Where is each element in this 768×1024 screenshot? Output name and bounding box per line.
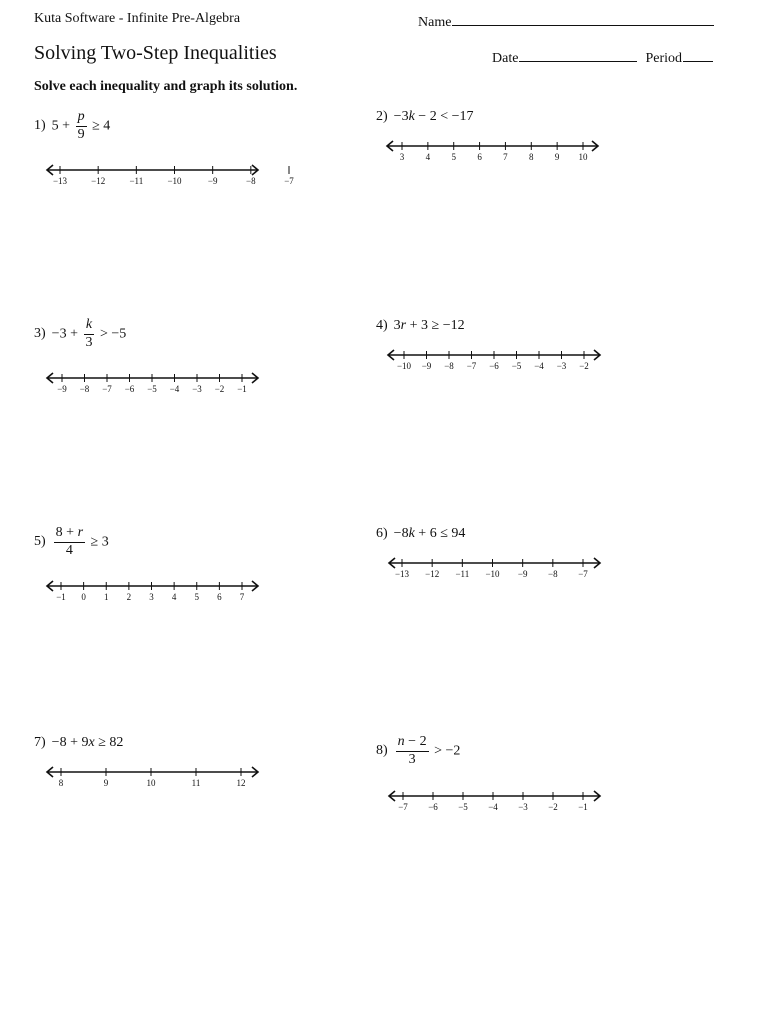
number-line	[388, 555, 601, 579]
tick-label: 4	[171, 592, 177, 602]
tick-label: 6	[217, 592, 222, 602]
tick-label: −5	[511, 361, 522, 371]
fraction: $\frac{k}{3}$	[85, 317, 93, 350]
worksheet-title: Solving Two-Step Inequalities	[34, 42, 277, 64]
inequality: $\frac{8 + r}{4}$ ≥ 3	[55, 525, 109, 558]
tick-label: −10	[485, 569, 500, 579]
problem-1	[34, 110, 110, 142]
tick-label: −5	[458, 802, 468, 812]
tick-label: −2	[214, 384, 225, 394]
number-line	[386, 138, 599, 162]
name-field[interactable]	[418, 11, 714, 31]
tick-label: 0	[81, 592, 86, 602]
tick-label: −1	[237, 384, 247, 394]
inequality: −8 + 9x ≥ 82	[51, 735, 124, 750]
tick-label: −9	[57, 384, 67, 394]
tick-label: 10	[146, 778, 156, 788]
tick-label: −8	[79, 384, 90, 394]
tick-label: −2	[579, 361, 589, 371]
date-label: Date	[492, 51, 519, 66]
problem-number: 3)	[34, 326, 46, 342]
tick-label: −7	[102, 384, 112, 394]
period-blank-line[interactable]	[683, 47, 713, 62]
problem-2	[376, 109, 473, 125]
inequality: $\frac{n - 2}{3}$ > −2	[397, 734, 461, 767]
tick-label: 7	[239, 592, 245, 602]
problem-3	[34, 318, 126, 350]
number-line	[46, 370, 259, 394]
tick-label: 12	[236, 778, 246, 788]
tick-label: 5	[451, 152, 456, 162]
number-line	[388, 788, 601, 812]
inequality: −3 + $\frac{k}{3}$ > −5	[51, 317, 127, 350]
problem-8	[376, 735, 460, 767]
problem-number: 8)	[376, 743, 388, 759]
tick-label: −8	[246, 176, 256, 186]
tick-label: −2	[548, 802, 558, 812]
inequality: 5 + $\frac{p}{9}$ ≥ 4	[51, 109, 111, 142]
tick-label: −7	[578, 569, 588, 579]
tick-label: 3	[149, 592, 154, 602]
name-label: Name	[418, 15, 452, 30]
tick-label: 4	[425, 152, 431, 162]
tick-label: 8	[58, 778, 64, 788]
tick-label: −3	[518, 802, 528, 812]
problem-6	[376, 526, 465, 542]
tick-label: 2	[126, 592, 132, 602]
problem-number: 7)	[34, 735, 46, 750]
tick-label: −11	[129, 176, 144, 186]
tick-label: −1	[578, 802, 588, 812]
tick-label: 1	[104, 592, 109, 602]
problem-number: 5)	[34, 534, 46, 550]
tick-label: 7	[503, 152, 508, 162]
name-blank-line[interactable]	[452, 11, 714, 26]
tick-label: −9	[517, 569, 528, 579]
tick-label: −4	[488, 802, 498, 812]
tick-label: 5	[194, 592, 199, 602]
inequality: 3r + 3 ≥ −12	[393, 318, 465, 333]
period-label: Period	[645, 51, 682, 66]
problem-5	[34, 526, 109, 558]
inequality: −3k − 2 < −17	[393, 109, 474, 124]
tick-label: −6	[124, 384, 135, 394]
tick-label: −10	[396, 361, 412, 371]
tick-label: 11	[191, 778, 201, 788]
tick-label: −12	[91, 176, 106, 186]
number-line	[46, 162, 294, 186]
problem-number: 2)	[376, 109, 388, 124]
problem-number: 1)	[34, 118, 46, 134]
inequality: −8k + 6 ≤ 94	[393, 526, 466, 541]
fraction: $\frac{p}{9}$	[77, 109, 85, 142]
fraction: $\frac{8 + r}{4}$	[55, 525, 84, 558]
tick-label: −1	[56, 592, 66, 602]
tick-label: 8	[529, 152, 534, 162]
fraction: $\frac{n - 2}{3}$	[397, 734, 427, 767]
tick-label: −12	[425, 569, 440, 579]
tick-label: 3	[399, 152, 405, 162]
software-label: Kuta Software - Infinite Pre-Algebra	[34, 11, 241, 26]
tick-label: −4	[534, 361, 544, 371]
instructions: Solve each inequality and graph its solution.	[34, 79, 298, 94]
number-line	[387, 347, 601, 371]
number-line	[46, 764, 259, 788]
tick-label: −13	[52, 176, 68, 186]
problem-number: 4)	[376, 318, 388, 333]
tick-label: −7	[398, 802, 408, 812]
tick-label: 6	[477, 152, 482, 162]
tick-label: −10	[167, 176, 182, 186]
tick-label: −11	[455, 569, 470, 579]
problem-4	[376, 318, 465, 334]
tick-label: −8	[548, 569, 558, 579]
tick-label: −5	[147, 384, 157, 394]
problem-number: 6)	[376, 526, 388, 541]
problem-7	[34, 735, 123, 751]
tick-label: −3	[192, 384, 202, 394]
tick-label: −9	[207, 176, 218, 186]
date-period-fields	[492, 47, 713, 67]
date-blank-line[interactable]	[519, 47, 637, 62]
tick-label: 9	[554, 152, 560, 162]
tick-label: −6	[428, 802, 438, 812]
tick-label: −3	[556, 361, 567, 371]
tick-label: 10	[578, 152, 588, 162]
tick-label: −4	[169, 384, 180, 394]
tick-label: −7	[466, 361, 477, 371]
tick-label: 9	[103, 778, 109, 788]
tick-label: −13	[394, 569, 410, 579]
tick-label: −7	[284, 176, 294, 186]
tick-label: −8	[444, 361, 454, 371]
tick-label: −6	[489, 361, 499, 371]
number-line	[46, 578, 259, 602]
tick-label: −9	[421, 361, 432, 371]
